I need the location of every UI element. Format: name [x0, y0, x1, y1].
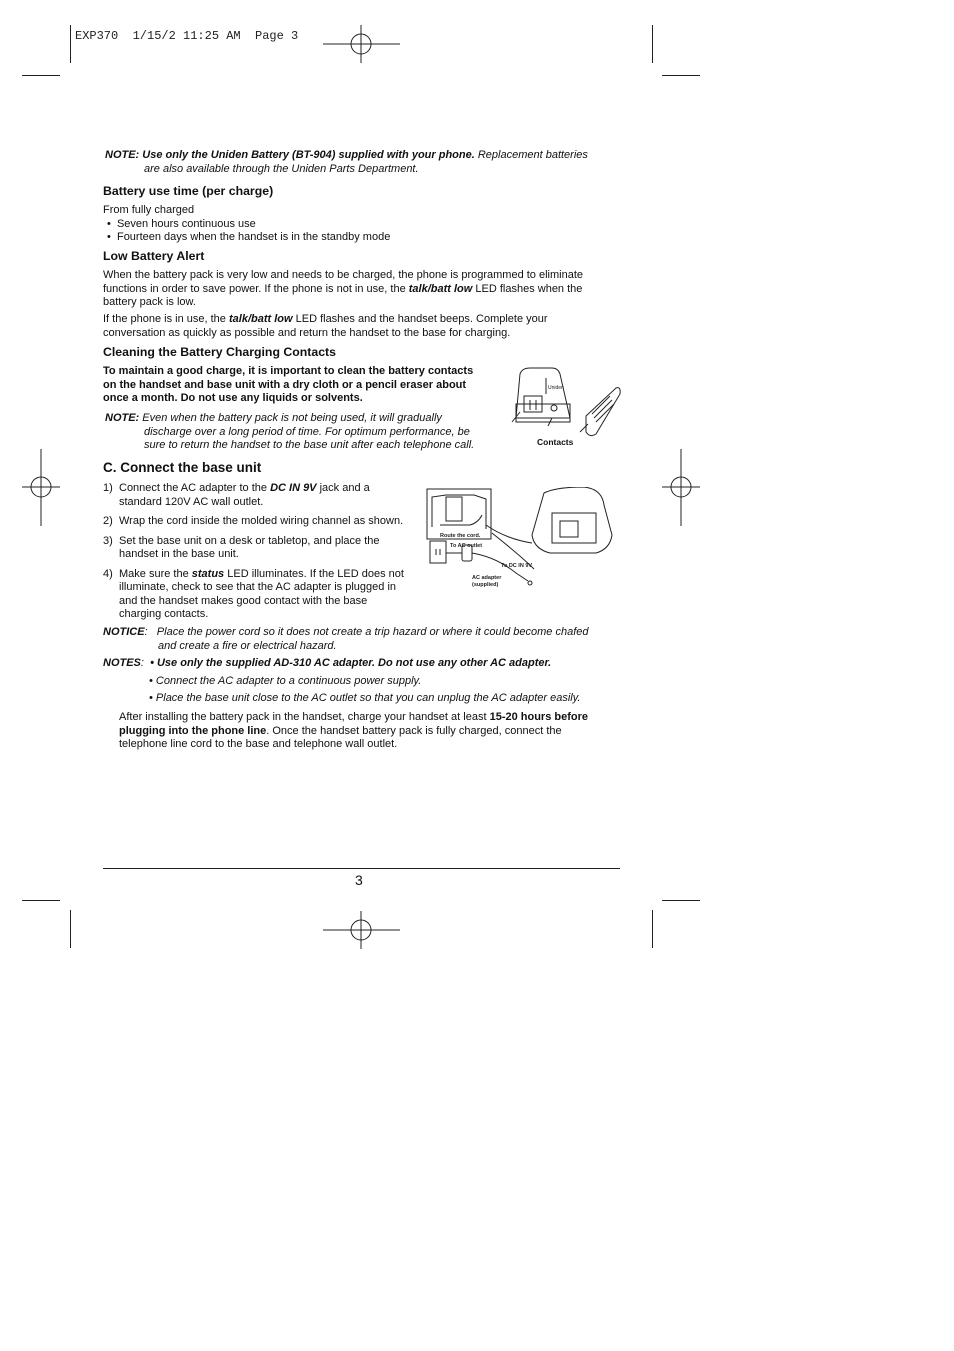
low-battery-paragraph-2: If the phone is in use, the talk/batt low LED flashes and the handset beeps. Complete your conversation as quickly as possible and return the handset to the base for charging. — [103, 313, 548, 339]
after-install-paragraph: After installing the battery pack in the handset, charge your handset at least 15-20 hours before plugging into the phone line. Once the handset battery pack is fully charged, connect the telephone line cord to the base and telephone wall outlet. — [119, 711, 588, 750]
page-number: 3 — [355, 872, 363, 888]
list-item: • Connect the AC adapter to a continuous power supply. — [149, 674, 422, 687]
list-item: • Seven hours continuous use — [107, 217, 256, 230]
svg-text:AC adapter: AC adapter — [472, 575, 502, 581]
base-connection-illustration — [426, 487, 616, 591]
note-label: NOTE: — [105, 149, 140, 161]
svg-text:Route the cord.: Route the cord. — [440, 533, 481, 539]
note-bold-text: Use only the Uniden Battery (BT-904) supplied with your phone. — [142, 149, 475, 161]
list-item: • Place the base unit close to the AC outlet so that you can unplug the AC adapter easily. — [149, 692, 581, 704]
cleaning-instructions: To maintain a good charge, it is important to clean the battery contacts on the handset and base unit with a dry cloth or a pencil eraser about once a month. Do not use any liquids or solvents. — [103, 365, 474, 404]
svg-text:(supplied): (supplied) — [472, 582, 499, 588]
cleaning-heading: Cleaning the Battery Charging Contacts — [103, 345, 336, 359]
battery-use-list — [103, 204, 390, 245]
list-item: 2) Wrap the cord inside the molded wiring channel as shown. — [103, 515, 404, 527]
connect-heading: C. Connect the base unit — [103, 460, 262, 475]
list-item: 4) Make sure the status LED illuminates. If the LED does not illuminate, check to see that the AC adapter is plugged in and the handset makes good contact with the base charging contacts. — [103, 567, 404, 620]
contacts-caption: Contacts — [537, 437, 574, 447]
list-item: 3) Set the base unit on a desk or tabletop, and place the handset in the base unit. — [103, 534, 380, 560]
low-battery-paragraph-1: When the battery pack is very low and needs to be charged, the phone is programmed to eliminate functions in order to save power. If the phone is not in use, the talk/batt low LED flashes when the battery pack is low. — [103, 269, 583, 308]
print-slug: EXP370 1/15/2 11:25 AM Page 3 — [75, 29, 299, 43]
low-battery-heading: Low Battery Alert — [103, 249, 205, 263]
list-item: • Fourteen days when the handset is in the standby mode — [107, 231, 391, 243]
svg-text:To AC outlet: To AC outlet — [450, 543, 483, 549]
footer-rule — [103, 868, 620, 869]
note-line2: are also available through the Uniden Parts Department. — [144, 162, 419, 175]
svg-text:To DC IN 9V: To DC IN 9V — [501, 563, 533, 569]
cleaning-note: NOTE: Even when the battery pack is not being used, it will gradually discharge over a long period of time. For optimum performance, be sure to return the handset to the base unit after each telephone call. — [105, 412, 475, 451]
battery-note — [105, 149, 625, 176]
battery-use-intro: From fully charged — [103, 204, 195, 216]
svg-text:Uniden: Uniden — [548, 385, 564, 391]
battery-use-heading: Battery use time (per charge) — [103, 184, 274, 198]
notes-block: NOTES: • Use only the supplied AD-310 AC adapter. Do not use any other AC adapter. • Connect the AC adapter to a continuous power supply. • Place the base unit close to the AC outlet so that you can unplug the AC adapter easily. — [103, 657, 623, 706]
note-rest: Replacement batteries — [477, 149, 588, 161]
notice-block: NOTICE: Place the power cord so it does not create a trip hazard or where it could become chafed and create a fire or electrical hazard. — [103, 626, 589, 652]
list-item: 1) Connect the AC adapter to the DC IN 9V jack and a standard 120V AC wall outlet. — [103, 482, 370, 508]
connect-steps — [103, 482, 423, 622]
